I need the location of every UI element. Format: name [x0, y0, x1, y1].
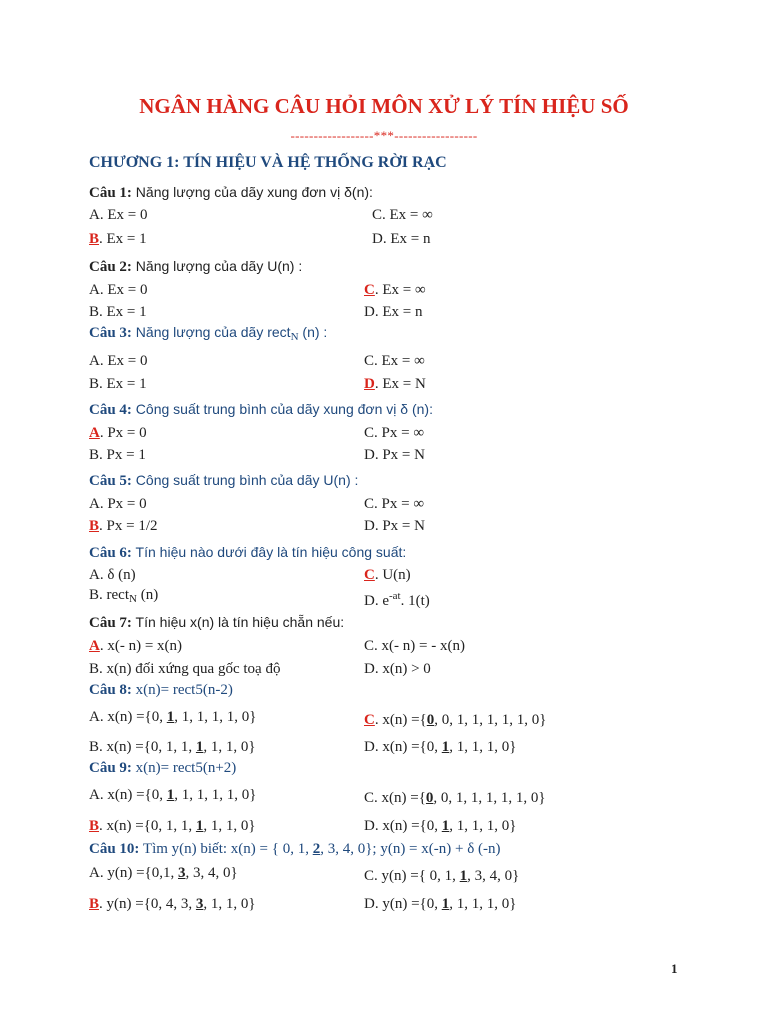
question-5-label: Câu 5: [89, 473, 132, 489]
question-8: Câu 8: x(n)= rect5(n-2) [89, 682, 233, 698]
question-6: Câu 6: Tín hiệu nào dưới đây là tín hiệu công suất: [89, 544, 407, 561]
q9-option-a: A. x(n) ={0, 1, 1, 1, 1, 1, 0} [89, 787, 257, 803]
question-4: Câu 4: Công suất trung bình của dãy xung đơn vị δ (n): [89, 401, 433, 418]
document-title: NGÂN HÀNG CÂU HỎI MÔN XỬ LÝ TÍN HIỆU SỐ [139, 94, 629, 118]
question-3: Câu 3: Năng lượng của dãy rect$_N$ (n) : [89, 324, 328, 343]
q7-option-d: D. x(n) > 0 [364, 661, 431, 677]
answer-marker: A [89, 425, 100, 441]
q5-option-d: D. Px = N [364, 518, 425, 534]
question-9: Câu 9: x(n)= rect5(n+2) [89, 760, 237, 776]
question-8-label: Câu 8: [89, 682, 132, 698]
q4-option-c: C. Px = ∞ [364, 425, 425, 441]
q8-option-c: C. x(n) ={0, 0, 1, 1, 1, 1, 1, 0} [364, 712, 547, 728]
question-7-label: Câu 7: [89, 615, 132, 631]
page-number: 1 [671, 961, 678, 976]
question-4-label: Câu 4: [89, 402, 132, 418]
q10-option-b: B. y(n) ={0, 4, 3, 3, 1, 1, 0} [89, 896, 256, 912]
q4-option-b: B. Px = 1 [89, 447, 146, 463]
q10-option-d: D. y(n) ={0, 1, 1, 1, 1, 0} [364, 896, 517, 912]
q1-option-d: D. Ex = n [372, 231, 431, 247]
q6-option-d: D. $e^{-at}$. 1(t) [364, 590, 430, 609]
q4-option-a: A. Px = 0 [89, 425, 147, 441]
q8-option-a: A. x(n) ={0, 1, 1, 1, 1, 1, 0} [89, 709, 257, 725]
q1-option-a: A. Ex = 0 [89, 207, 148, 223]
answer-marker: B [89, 896, 100, 912]
question-1-label: Câu 1: [89, 185, 132, 201]
q3-option-d: D. Ex = N [364, 376, 426, 392]
title-divider: ------------------***------------------ [290, 128, 478, 143]
q2-option-c: C. Ex = ∞ [364, 282, 426, 298]
question-2-label: Câu 2: [89, 259, 132, 275]
question-10-label: Câu 10: [89, 841, 140, 857]
q2-option-a: A. Ex = 0 [89, 282, 148, 298]
chapter-heading: CHƯƠNG 1: TÍN HIỆU VÀ HỆ THỐNG RỜI RẠC [89, 154, 447, 171]
q1-option-b: B. Ex = 1 [89, 231, 147, 247]
q6-option-b: B. rect$_N$ (n) [89, 587, 159, 605]
q4-option-d: D. Px = N [364, 447, 425, 463]
question-5: Câu 5: Công suất trung bình của dãy U(n) : [89, 472, 359, 489]
question-7: Câu 7: Tín hiệu x(n) là tín hiệu chẵn nếu: [89, 614, 345, 631]
q10-option-a: A. y(n) ={0,1, 3, 3, 4, 0} [89, 865, 238, 881]
question-2 [89, 258, 302, 276]
question-2-text: Năng lượng của dãy U(n) : [131, 258, 303, 274]
q6-option-c: C. U(n) [364, 567, 411, 583]
answer-marker: B [89, 818, 100, 834]
question-6-label: Câu 6: [89, 545, 132, 561]
question-1 [89, 184, 373, 202]
answer-marker: C [364, 567, 375, 583]
q10-option-c: C. y(n) ={ 0, 1, 1, 3, 4, 0} [364, 868, 520, 884]
q5-option-c: C. Px = ∞ [364, 496, 425, 512]
answer-marker: B [89, 518, 100, 534]
q1-option-c: C. Ex = ∞ [372, 207, 433, 223]
answer-marker: A [89, 638, 100, 654]
question-3-label: Câu 3: [89, 325, 132, 341]
q9-option-d: D. x(n) ={0, 1, 1, 1, 1, 0} [364, 818, 517, 834]
q5-option-b: B. Px = 1/2 [89, 518, 158, 534]
q3-option-b: B. Ex = 1 [89, 376, 147, 392]
q2-option-d: D. Ex = n [364, 304, 423, 320]
q9-option-b: B. x(n) ={0, 1, 1, 1, 1, 1, 0} [89, 818, 256, 834]
q3-option-a: A. Ex = 0 [89, 353, 148, 369]
q8-option-b: B. x(n) ={0, 1, 1, 1, 1, 1, 0} [89, 739, 256, 755]
question-1-text: Năng lượng của dãy xung đơn vị δ(n): [131, 184, 373, 200]
q6-option-a: A. δ (n) [89, 567, 136, 583]
q3-option-c: C. Ex = ∞ [364, 353, 425, 369]
answer-marker: B [89, 231, 100, 247]
question-9-label: Câu 9: [89, 760, 132, 776]
q5-option-a: A. Px = 0 [89, 496, 147, 512]
answer-marker: D [364, 376, 375, 392]
answer-marker: C [364, 712, 375, 728]
q7-option-a: A. x(- n) = x(n) [89, 638, 183, 654]
q7-option-b: B. x(n) đối xứng qua gốc toạ độ [89, 661, 281, 677]
q7-option-c: C. x(- n) = - x(n) [364, 638, 465, 654]
q9-option-c: C. x(n) ={0, 0, 1, 1, 1, 1, 1, 0} [364, 790, 546, 806]
q8-option-d: D. x(n) ={0, 1, 1, 1, 1, 0} [364, 739, 517, 755]
q2-option-b: B. Ex = 1 [89, 304, 147, 320]
question-10: Câu 10: Tìm y(n) biết: x(n) = { 0, 1, 2, 3, 4, 0}; y(n) = x(-n) + δ (-n) [89, 841, 501, 857]
answer-marker: C [364, 282, 375, 298]
